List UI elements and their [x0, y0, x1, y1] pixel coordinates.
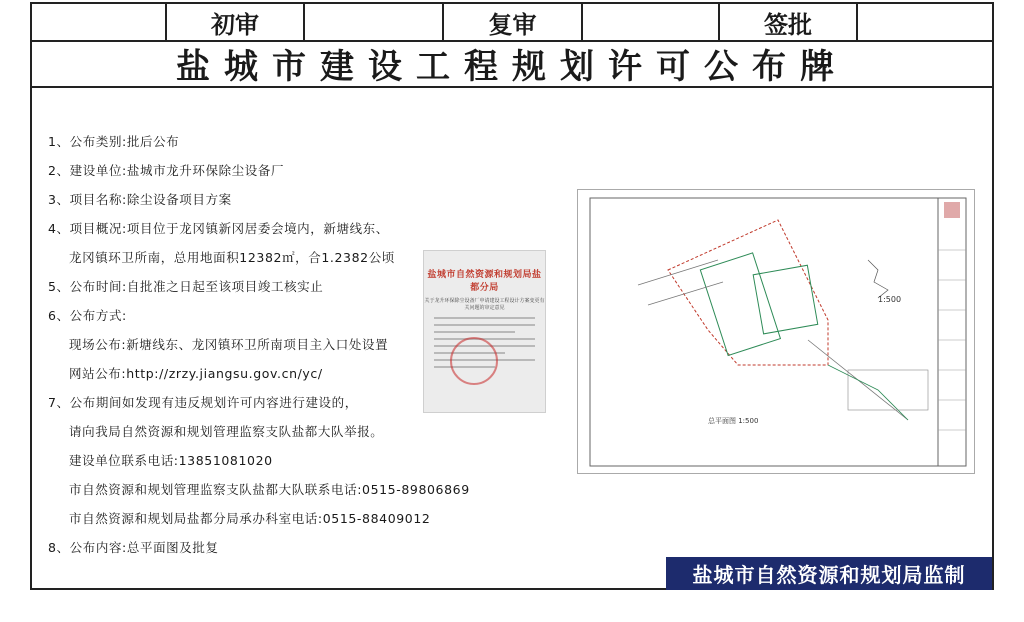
supervisor-banner: 盐城市自然资源和规划局监制	[666, 557, 992, 590]
site-plan-drawing	[577, 189, 975, 474]
item-report: 7、公布期间如发现有违反规划许可内容进行建设的，	[48, 395, 358, 410]
plan-scale: 1:500	[878, 295, 902, 304]
item-office-phone: 市自然资源和规划局盐都分局承办科室电话:0515-88409012	[69, 511, 431, 526]
site-plan-svg	[578, 190, 974, 473]
blank-cell-3	[583, 4, 720, 40]
permit-board	[30, 2, 994, 590]
item-overview-cont: 龙冈镇环卫所南，总用地面积12382㎡，合1.2382公顷	[69, 250, 395, 265]
item-builder-phone: 建设单位联系电话:13851081020	[69, 453, 273, 468]
second-review-label: 复审	[488, 10, 537, 39]
item-project-name: 3、项目名称:除尘设备项目方案	[48, 192, 232, 207]
initial-review-label: 初审	[211, 10, 259, 39]
blank-cell-4	[858, 4, 992, 40]
item-period: 5、公布时间:自批准之日起至该项目竣工核实止	[48, 279, 324, 294]
text-line	[434, 324, 535, 326]
blank-cell-2	[305, 4, 444, 40]
item-builder: 2、建设单位:盐城市龙升环保除尘设备厂	[48, 163, 285, 178]
north-arrow-icon	[868, 260, 888, 298]
text-line	[434, 331, 515, 333]
approval-document-image	[423, 250, 546, 413]
item-method: 6、公布方式:	[48, 308, 127, 323]
plan-caption: 总平面图 1:500	[708, 417, 759, 425]
blank-cell-1	[32, 4, 167, 40]
item-report-cont: 请向我局自然资源和规划管理监察支队盐都大队举报。	[69, 424, 384, 439]
initial-review-cell	[167, 4, 305, 40]
text-line	[434, 317, 535, 319]
item-category: 1、公布类别:批后公布	[48, 134, 180, 149]
item-onsite: 现场公布:新塘线东、龙冈镇环卫所南项目主入口处设置	[69, 337, 389, 352]
item-content: 8、公布内容:总平面图及批复	[48, 540, 219, 555]
item-website: 网站公布:http://zrzy.jiangsu.gov.cn/yc/	[69, 366, 323, 381]
logo-icon	[944, 202, 960, 218]
approve-cell	[720, 4, 858, 40]
board-title: 盐城市建设工程规划许可公布牌	[32, 40, 992, 88]
item-inspection-phone: 市自然资源和规划管理监察支队盐都大队联系电话:0515-89806869	[69, 482, 470, 497]
second-review-cell	[444, 4, 583, 40]
red-seal-icon	[450, 337, 498, 385]
item-overview: 4、项目概况:项目位于龙冈镇新冈居委会境内，新塘线东、	[48, 221, 389, 236]
approve-label: 签批	[764, 10, 812, 39]
document-subject: 关于龙升环保除尘设备厂申请建设工程设计方案变更有关问题的审定意见	[424, 298, 545, 311]
document-header: 盐城市自然资源和规划局盐都分局	[427, 270, 542, 293]
review-row	[32, 4, 992, 42]
